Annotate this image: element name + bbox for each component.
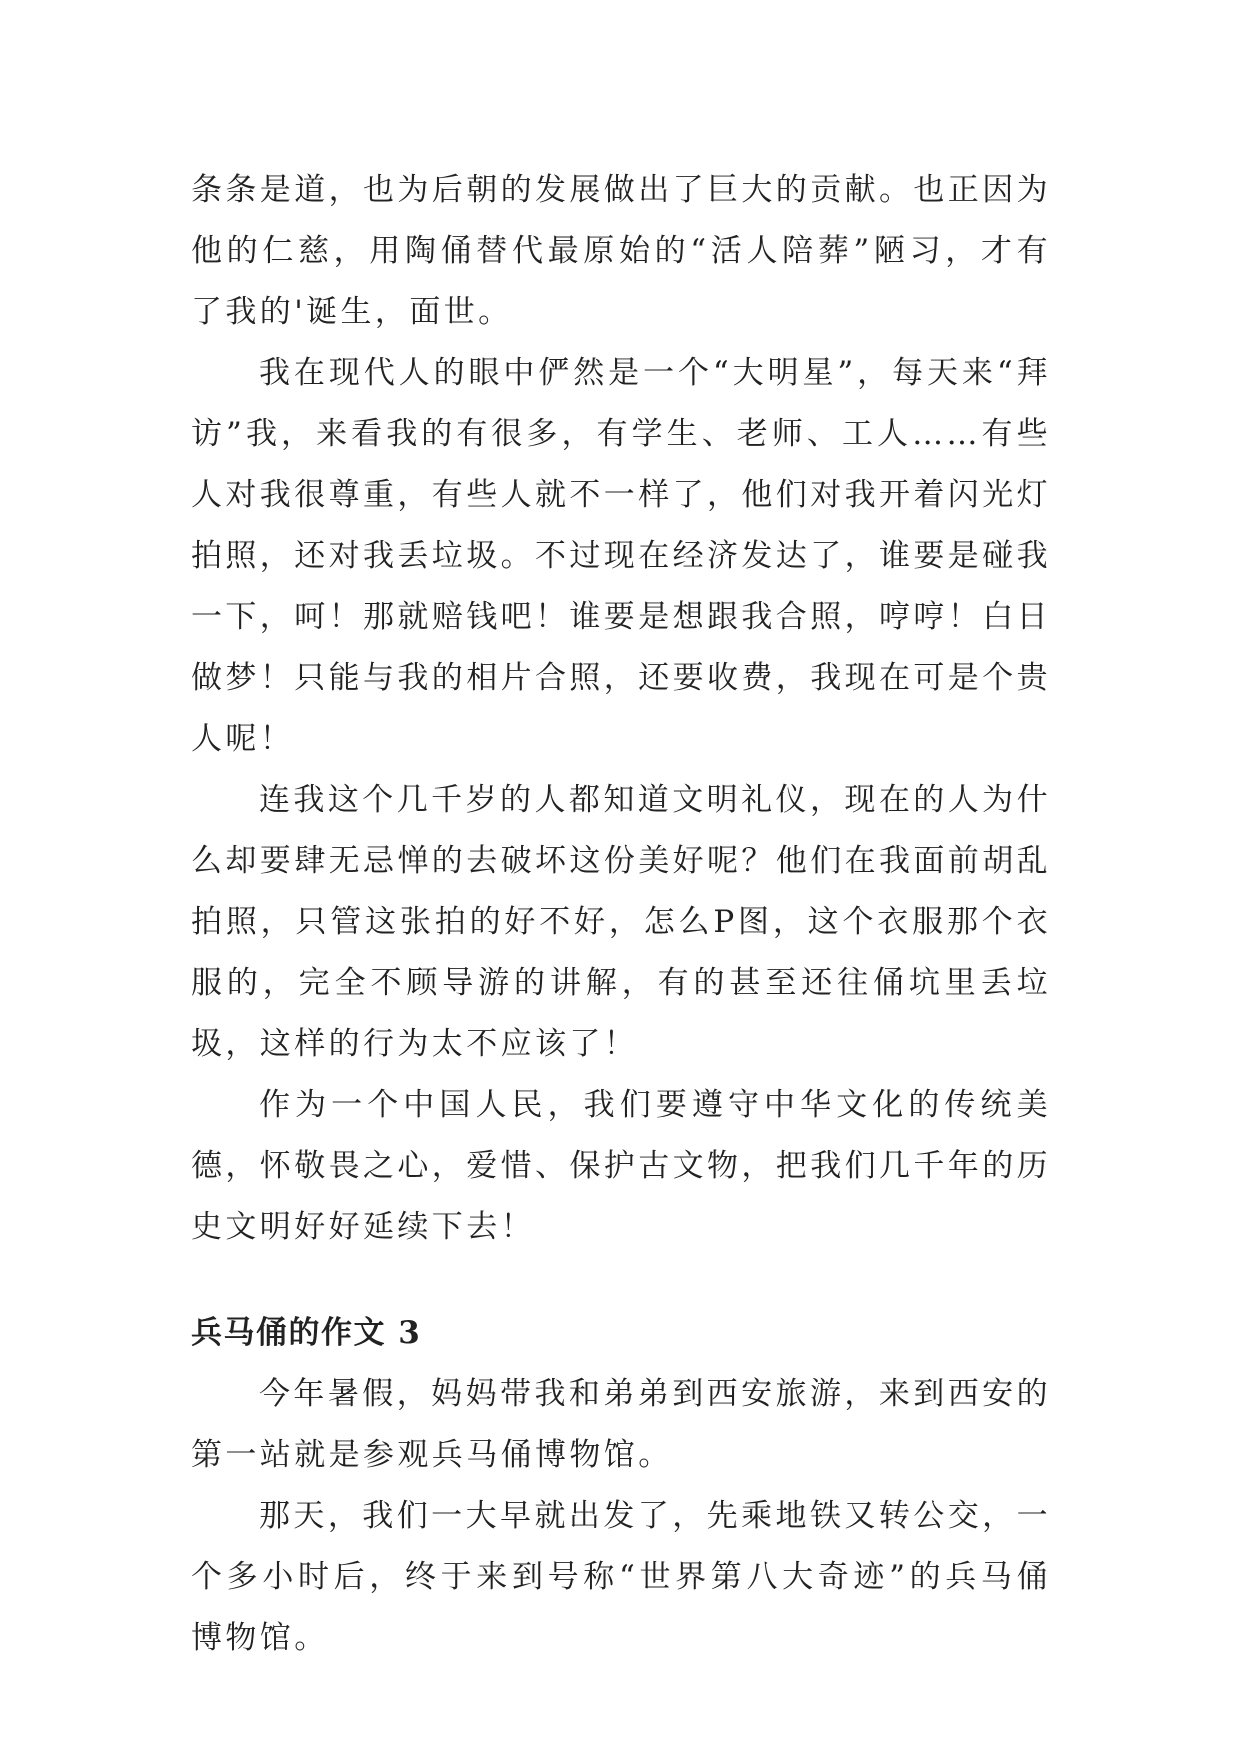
paragraph-6: 那天，我们一大早就出发了，先乘地铁又转公交，一个多小时后，终于来到号称“世界第八大奇迹”的兵马俑博物馆。: [191, 1498, 1051, 1656]
paragraph-3: 连我这个几千岁的人都知道文明礼仪，现在的人为什么却要肆无忌惮的去破坏这份美好呢？他们在我面前胡乱拍照，只管这张拍的好不好，怎么P图，这个衣服那个衣服的，完全不顾导游的讲解，有的甚至还往俑坑里丢垃圾，这样的行为太不应该了！: [191, 782, 1051, 1062]
section-title: 兵马俑的作文 3: [191, 1315, 422, 1351]
paragraph-5: 今年暑假，妈妈带我和弟弟到西安旅游，来到西安的第一站就是参观兵马俑博物馆。: [191, 1376, 1051, 1473]
paragraph-4: 作为一个中国人民，我们要遵守中华文化的传统美德，怀敬畏之心，爱惜、保护古文物，把我们几千年的历史文明好好延续下去！: [191, 1087, 1051, 1245]
document-body: [191, 160, 1051, 1669]
paragraph-2: 我在现代人的眼中俨然是一个“大明星”，每天来“拜访”我，来看我的有很多，有学生、老师、工人……有些人对我很尊重，有些人就不一样了，他们对我开着闪光灯拍照，还对我丢垃圾。不过现在经济发达了，谁要是碰我一下，呵！那就赔钱吧！谁要是想跟我合照，哼哼！白日做梦！只能与我的相片合照，还要收费，我现在可是个贵人呢！: [191, 355, 1051, 757]
paragraph-1: 条条是道，也为后朝的发展做出了巨大的贡献。也正因为他的仁慈，用陶俑替代最原始的“活人陪葬”陋习，才有了我的'诞生，面世。: [191, 172, 1051, 330]
